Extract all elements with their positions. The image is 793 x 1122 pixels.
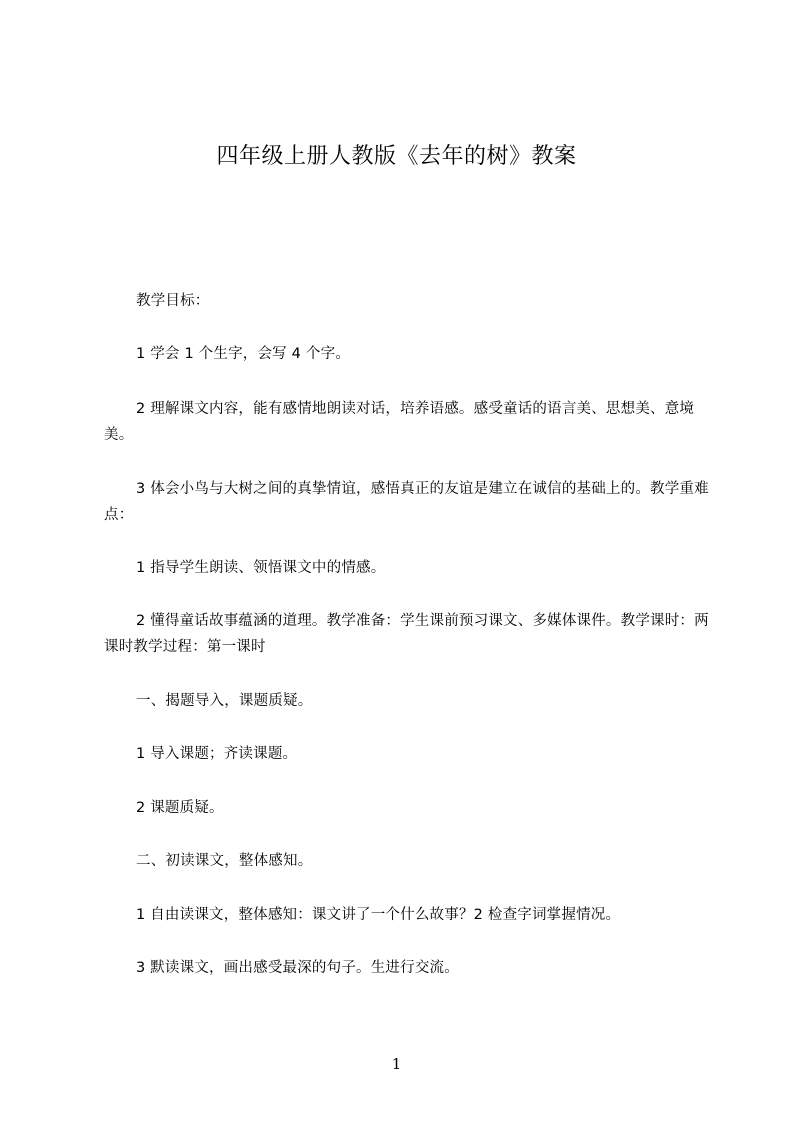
document-title: 四年级上册人教版《去年的树》教案 (216, 144, 577, 169)
paragraph-goal-3: 3 体会小鸟与大树之间的真挚情谊，感悟真正的友谊是建立在诚信的基础上的。教学重难点： (104, 481, 709, 523)
paragraph-step-1: 1 导入课题；齐读课题。 (136, 746, 298, 762)
paragraph-key-point-1: 1 指导学生朗读、领悟课文中的情感。 (136, 560, 386, 576)
paragraph-goal-2: 2 理解课文内容，能有感情地朗读对话，培养语感。感受童话的语言美、思想美、意境美。 (104, 401, 695, 443)
section-heading-part-two: 二、初读课文，整体感知。 (136, 853, 313, 869)
paragraph-key-point-2: 2 懂得童话故事蕴涵的道理。教学准备：学生课前预习课文、多媒体课件。教学课时：两课时教学过程：第一课时 (104, 613, 709, 655)
section-heading-teaching-goals: 教学目标： (136, 293, 210, 309)
paragraph-reading-3: 3 默读课文，画出感受最深的句子。生进行交流。 (136, 960, 459, 976)
paragraph-reading-1: 1 自由读课文，整体感知：课文讲了一个什么故事？2 检查字词掌握情况。 (136, 907, 621, 923)
paragraph-step-2: 2 课题质疑。 (136, 800, 224, 816)
page-number: 1 (391, 1055, 402, 1073)
section-heading-part-one: 一、揭题导入，课题质疑。 (136, 693, 313, 709)
paragraph-goal-1: 1 学会 1 个生字，会写 4 个字。 (136, 346, 351, 362)
